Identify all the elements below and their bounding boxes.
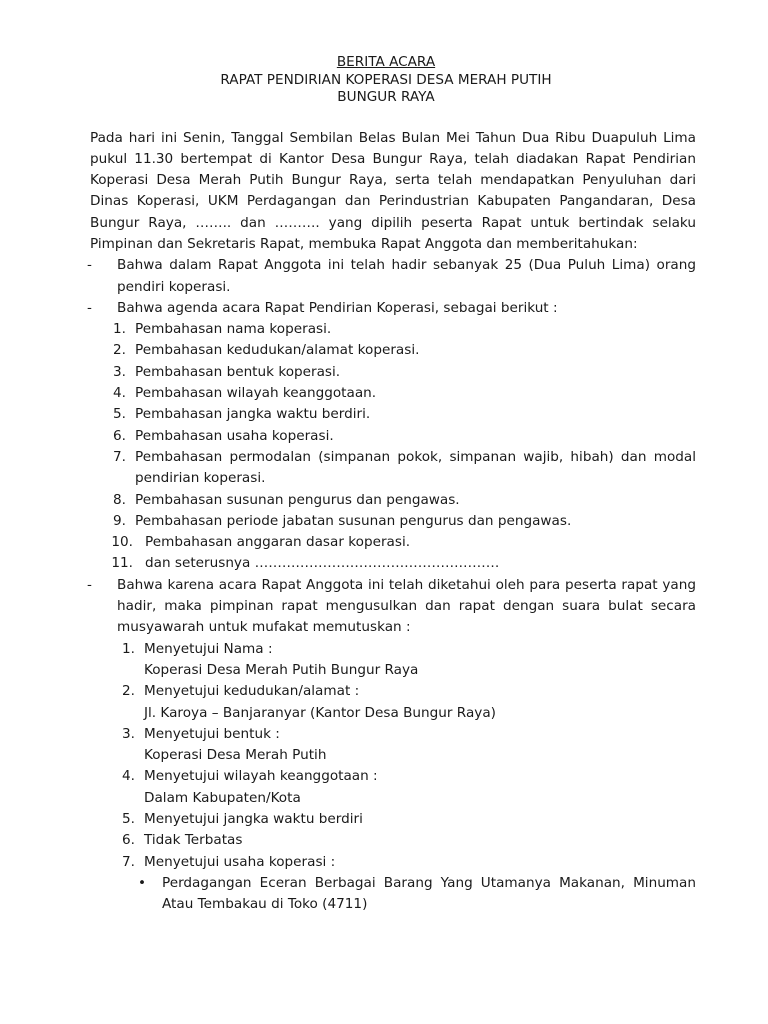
- agenda-number: 8.: [113, 491, 126, 508]
- agenda-number: 1.: [113, 321, 126, 338]
- decision-item: [90, 830, 696, 851]
- agenda-number: 3.: [113, 363, 126, 380]
- decision-value: Dalam Kabupaten/Kota: [144, 789, 301, 806]
- decision-number: 4.: [122, 768, 135, 785]
- agenda-text: Pembahasan susunan pengurus dan pengawas.: [135, 491, 460, 508]
- decision-label: Menyetujui wilayah keanggotaan :: [144, 768, 378, 785]
- agenda-item: [90, 426, 696, 447]
- decision-item: [90, 639, 696, 682]
- agenda-item: [90, 362, 696, 383]
- decision-number: 6.: [122, 832, 135, 849]
- agenda-text: Pembahasan wilayah keanggotaan.: [135, 385, 377, 402]
- agenda-text: Pembahasan kedudukan/alamat koperasi.: [135, 342, 420, 359]
- intro-paragraph: Pada hari ini Senin, Tanggal Sembilan Belas Bulan Mei Tahun Dua Ribu Duapuluh Lima pukul 11.30 bertempat di Kantor Desa Bungur Raya, telah diadakan Rapat Pendirian Koperasi Desa Merah Putih Bungur Raya, serta telah mendapatkan Penyuluhan dari Dinas Koperasi, UKM Perdagangan dan Perindustrian Kabupaten Pangandaran, Desa Bungur Raya, …….. dan ………. yang dipilih peserta Rapat untuk bertindak selaku Pimpinan dan Sekretaris Rapat, membuka Rapat Anggota dan memberitahukan:: [90, 129, 696, 252]
- agenda-text: Pembahasan permodalan (simpanan pokok, simpanan wajib, hibah) dan modal pendirian koperasi.: [135, 448, 696, 487]
- document-title: [76, 54, 696, 107]
- business-bullet-item: [90, 873, 696, 916]
- title-berita-acara: BERITA ACARA: [336, 54, 436, 70]
- agenda-text: Pembahasan nama koperasi.: [135, 321, 332, 338]
- point-attendance-text: Bahwa dalam Rapat Anggota ini telah hadir sebanyak 25 (Dua Puluh Lima) orang pendiri koperasi.: [117, 257, 696, 295]
- agenda-item: [90, 404, 696, 425]
- agenda-text: Pembahasan periode jabatan susunan pengurus dan pengawas.: [135, 512, 572, 529]
- agenda-item: [90, 553, 696, 574]
- dash-marker: -: [87, 576, 92, 593]
- agenda-number: 2.: [113, 342, 126, 359]
- decision-number: 3.: [122, 725, 135, 742]
- bullet-marker: •: [138, 874, 147, 891]
- dash-marker: -: [87, 299, 92, 316]
- decision-label: Menyetujui jangka waktu berdiri: [144, 811, 363, 827]
- title-rapat-pendirian: RAPAT PENDIRIAN KOPERASI DESA MERAH PUTIH: [220, 71, 552, 88]
- decision-label: Menyetujui usaha koperasi :: [144, 853, 336, 870]
- point-agenda: [87, 298, 696, 319]
- decision-number: 2.: [122, 683, 135, 700]
- agenda-text: Pembahasan bentuk koperasi.: [135, 363, 341, 380]
- agenda-number: 4.: [113, 385, 126, 402]
- decision-label: Tidak Terbatas: [144, 832, 243, 849]
- decision-number: 1.: [122, 640, 135, 657]
- agenda-item: [90, 447, 696, 490]
- decision-item: [90, 681, 696, 724]
- agenda-item: [90, 383, 696, 404]
- decision-number: 5.: [122, 811, 135, 827]
- decision-item: [90, 724, 696, 767]
- agenda-text: Pembahasan jangka waktu berdiri.: [135, 406, 371, 423]
- decision-value: Koperasi Desa Merah Putih: [144, 747, 327, 764]
- decision-number: 7.: [122, 853, 135, 870]
- agenda-item: [90, 319, 696, 340]
- dash-marker: -: [87, 257, 92, 274]
- point-agenda-text: Bahwa agenda acara Rapat Pendirian Koperasi, sebagai berikut :: [117, 299, 558, 316]
- agenda-number: 5.: [113, 406, 126, 423]
- agenda-number: 7.: [113, 448, 126, 465]
- point-decision-text: Bahwa karena acara Rapat Anggota ini telah diketahui oleh para peserta rapat yang hadir, maka pimpinan rapat mengusulkan dan rapat dengan suara bulat secara musyawarah untuk mufakat memutuskan :: [117, 576, 696, 636]
- document-page: [87, 54, 696, 915]
- decision-label: Menyetujui bentuk :: [144, 725, 280, 742]
- point-decision: [87, 575, 696, 639]
- title-bungur-raya: BUNGUR RAYA: [337, 89, 435, 105]
- agenda-text: Pembahasan usaha koperasi.: [135, 427, 334, 444]
- decision-label: Menyetujui kedudukan/alamat :: [144, 683, 360, 700]
- decision-value: Jl. Karoya – Banjaranyar (Kantor Desa Bungur Raya): [144, 704, 496, 721]
- decision-value: Koperasi Desa Merah Putih Bungur Raya: [144, 661, 419, 678]
- agenda-text: dan seterusnya ………………………………………………: [145, 555, 500, 572]
- agenda-item: [90, 532, 696, 553]
- decision-item: [90, 852, 696, 873]
- agenda-text: Pembahasan anggaran dasar koperasi.: [145, 534, 411, 551]
- point-attendance: [87, 255, 696, 298]
- agenda-number: 6.: [113, 427, 126, 444]
- decision-label: Menyetujui Nama :: [144, 640, 273, 657]
- agenda-number: 9.: [113, 512, 126, 529]
- decision-item: [90, 809, 696, 830]
- agenda-list: [90, 319, 696, 575]
- business-bullet-text: Perdagangan Eceran Berbagai Barang Yang Utamanya Makanan, Minuman Atau Tembakau di Toko (4711): [162, 874, 696, 913]
- agenda-number: 11.: [111, 555, 133, 572]
- agenda-number: 10.: [111, 534, 133, 551]
- decision-list: [90, 639, 696, 873]
- decision-item: [90, 766, 696, 809]
- agenda-item: [90, 490, 696, 511]
- agenda-item: [90, 511, 696, 532]
- agenda-item: [90, 340, 696, 361]
